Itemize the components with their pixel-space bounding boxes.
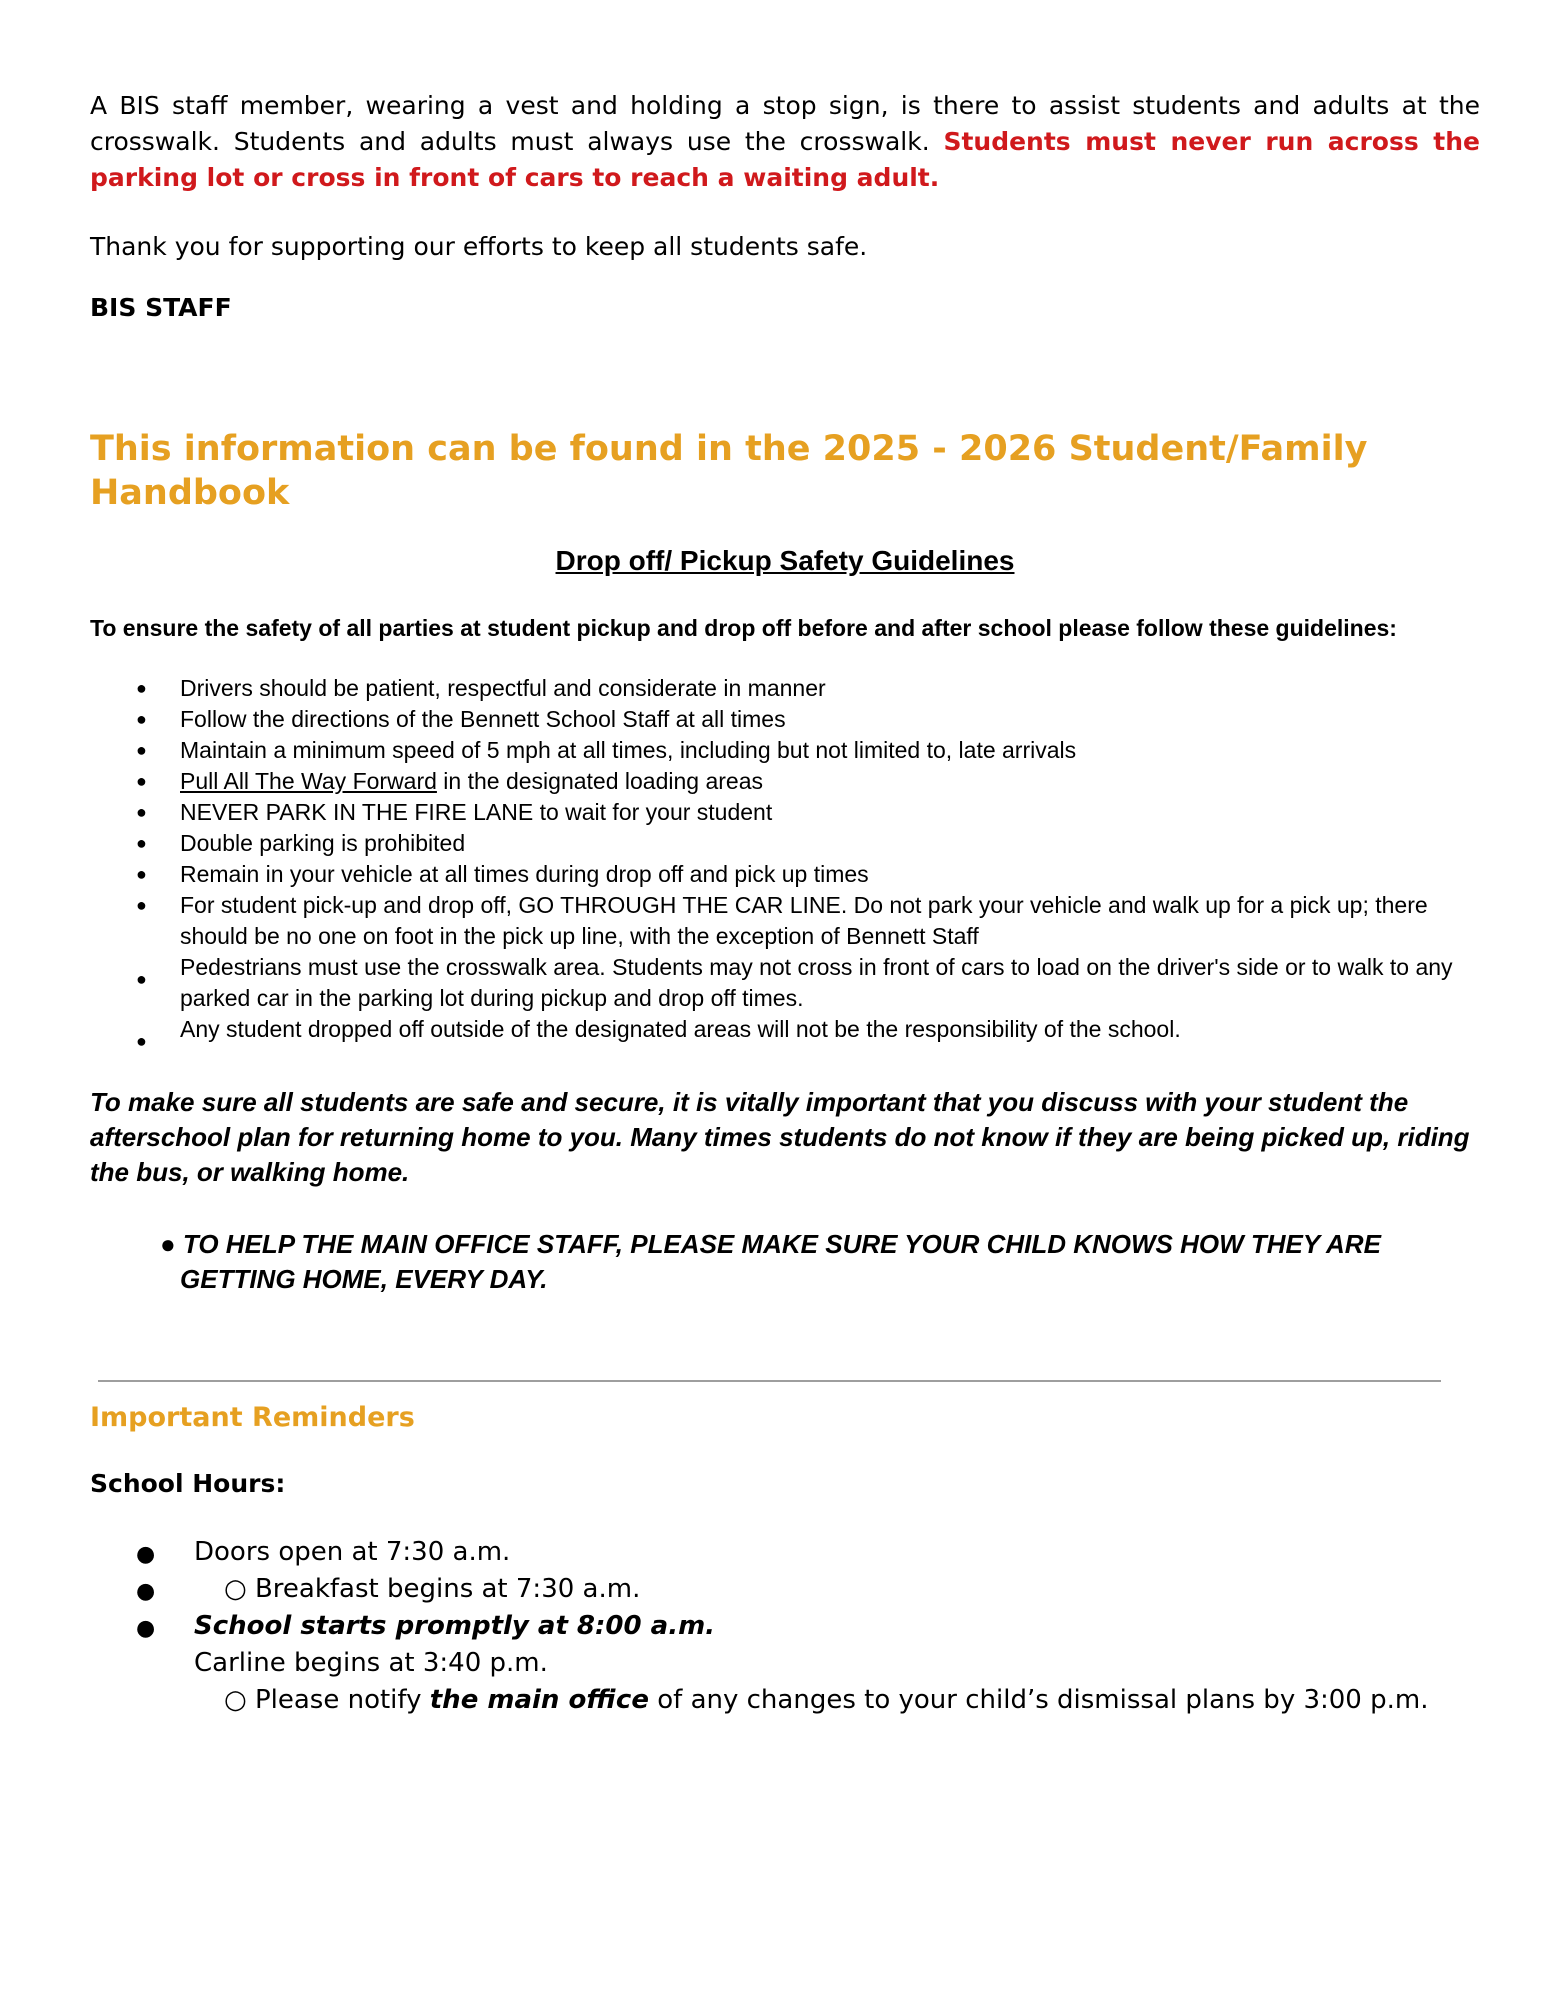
thanks-text: Thank you for supporting our efforts to keep all students safe. xyxy=(90,232,868,261)
crosswalk-paragraph xyxy=(90,88,1480,196)
list-item xyxy=(90,1571,1480,1608)
bullet-icon: ● xyxy=(136,740,147,760)
bullet-icon: ● xyxy=(136,709,147,729)
doors-open-text: Doors open at 7:30 a.m. xyxy=(194,1537,511,1567)
list-item: ● Follow the directions of the Bennett School Staff at all times xyxy=(90,704,1480,735)
list-item: ● Remain in your vehicle at all times during drop off and pick up times xyxy=(90,859,1480,890)
guidelines-title: Drop off/ Pickup Safety Guidelines xyxy=(555,545,1015,576)
bullet-icon: ● xyxy=(136,802,147,822)
list-item xyxy=(90,1608,1480,1645)
school-hours-label: School Hours: xyxy=(90,1469,286,1498)
handbook-heading: This information can be found in the 2025 - 2026 Student/Family Handbook xyxy=(90,429,1368,513)
school-hours-list xyxy=(90,1534,1480,1719)
pull-forward-link[interactable]: Pull All The Way Forward xyxy=(180,768,437,794)
bullet-icon: ● xyxy=(136,771,147,791)
bullet-icon: ● xyxy=(136,833,147,853)
signature: BIS STAFF xyxy=(90,293,232,322)
crosswalk-warning: Students must never run across the parking lot or cross in front of cars to reach a waiting adult. xyxy=(90,127,1480,192)
divider xyxy=(98,1380,1441,1382)
list-item: ● Drivers should be patient, respectful and considerate in manner xyxy=(90,673,1480,704)
bullet-icon: ● xyxy=(136,1031,147,1051)
main-office-note: ● TO HELP THE MAIN OFFICE STAFF, PLEASE MAKE SURE YOUR CHILD KNOWS HOW THEY ARE GETTING HOME, EVERY DAY. xyxy=(160,1229,1381,1294)
guidelines-list xyxy=(90,673,1480,1051)
list-item: ● Double parking is prohibited xyxy=(90,828,1480,859)
document-page xyxy=(90,88,1480,1719)
list-item xyxy=(90,1682,1480,1719)
dismissal-note: ○ Please notify the main office of any changes to your child’s dismissal plans by 3:00 p.m. xyxy=(224,1685,1429,1715)
bullet-icon: ● xyxy=(136,969,147,989)
list-item xyxy=(90,1534,1480,1571)
bullet-icon: ● xyxy=(136,678,147,698)
bullet-icon: ● xyxy=(136,864,147,884)
bullet-icon: ● xyxy=(136,1542,156,1567)
bullet-icon: ● xyxy=(136,1579,156,1604)
list-item: ● Pull All The Way Forward in the designated loading areas xyxy=(90,766,1480,797)
list-item: ● Maintain a minimum speed of 5 mph at all times, including but not limited to, late arrivals xyxy=(90,735,1480,766)
list-item: ● Pedestrians must use the crosswalk area. Students may not cross in front of cars to load on the driver's side or to walk to any parked car in the parking lot during pickup and drop off times. xyxy=(136,954,1453,1011)
afterschool-plan-note: To make sure all students are safe and secure, it is vitally important that you discuss with your student the afterschool plan for returning home to you. Many times students do not know if they are being picked up, riding the bus, or walking home. xyxy=(90,1087,1470,1187)
list-item: ● For student pick-up and drop off, GO THROUGH THE CAR LINE. Do not park your vehicle and walk up for a pick up; there should be no one on foot in the pick up line, with the exception of Bennett Staff xyxy=(136,892,1428,949)
crosswalk-text: A BIS staff member, wearing a vest and holding a stop sign, is there to assist students and adults at the crosswalk. Students and adults must always use the crosswalk. xyxy=(90,91,1480,156)
list-item: ● NEVER PARK IN THE FIRE LANE to wait for your student xyxy=(90,797,1480,828)
breakfast-text: ○ Breakfast begins at 7:30 a.m. xyxy=(224,1574,641,1604)
reminders-heading: Important Reminders xyxy=(90,1402,415,1433)
list-item: ● Any student dropped off outside of the designated areas will not be the responsibility of the school. xyxy=(90,1014,1480,1045)
school-start-text: School starts promptly at 8:00 a.m. xyxy=(194,1611,716,1641)
carline-text: Carline begins at 3:40 p.m. xyxy=(194,1648,548,1678)
bullet-icon: ● xyxy=(136,895,147,915)
bullet-icon: ● xyxy=(136,1616,156,1641)
list-item xyxy=(90,1645,1480,1682)
guidelines-intro: To ensure the safety of all parties at student pickup and drop off before and after school please follow these guidelines: xyxy=(90,615,1397,641)
